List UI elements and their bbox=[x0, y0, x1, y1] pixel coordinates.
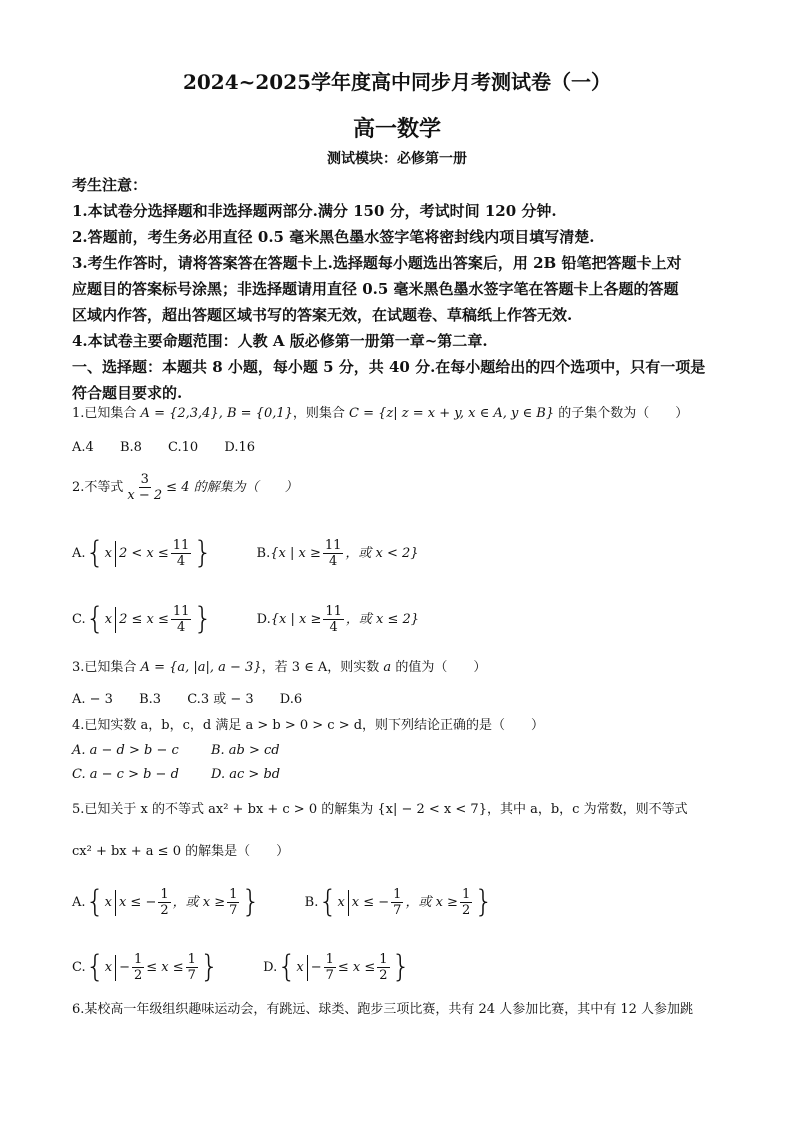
option-c[interactable]: C.{x 2 ≤ x ≤ $\frac{11}{4}$ } bbox=[72, 601, 213, 637]
question-4-options-cd bbox=[72, 765, 732, 785]
question-1-stem: 1.已知集合 A = {2,3,4}, B = {0,1}，则集合 C = {z| z = x + y, x ∈ A, y ∈ B} 的子集个数为（ ） bbox=[72, 406, 689, 421]
exam-module: 测试模块：必修第一册 bbox=[327, 151, 467, 167]
notes-line: 4.本试卷主要命题范围：人教 A 版必修第一册第一章~第二章. bbox=[72, 332, 488, 350]
option-b[interactable]: B. ab > cd bbox=[210, 743, 280, 758]
option-a[interactable]: A. − 3 bbox=[72, 692, 113, 707]
question-4-stem: 4.已知实数 a，b，c，d 满足 a > b > 0 > c > d，则下列结论正确的是（ ） bbox=[72, 718, 545, 733]
question-5-options-ab bbox=[72, 884, 732, 920]
question-3-stem: 3.已知集合 A = {a, |a|, a − 3}，若 3 ∈ A，则实数 a 的值为（ ） bbox=[72, 660, 487, 675]
notes-line: 2.答题前，考生务必用直径 0.5 毫米黑色墨水签字笔将密封线内项目填写清楚. bbox=[72, 228, 595, 246]
question-5-stem-line2: cx² + bx + a ≤ 0 的解集是（ ） bbox=[72, 844, 290, 859]
option-c[interactable]: C.10 bbox=[168, 440, 199, 455]
question-4-options-ab bbox=[72, 741, 732, 761]
option-b[interactable]: B.8 bbox=[119, 440, 142, 455]
option-b[interactable]: B.{x | x ≥ $\frac{11}{4}$ ，或 x < 2} bbox=[256, 538, 419, 569]
question-2-stem: 2.不等式 $\frac{3}{x - 2}$ ≤ 4 的解集为（ ） bbox=[72, 472, 298, 503]
question-1-options bbox=[72, 438, 732, 458]
notes-line: 3.考生作答时，请将答案答在答题卡上.选择题每小题选出答案后，用 2B 铅笔把答题卡上对 bbox=[72, 254, 682, 272]
question-2-options-ab bbox=[72, 535, 732, 571]
option-a[interactable]: A.{x x ≤ − $\frac{1}{2}$ ，或 x ≥ $\frac{1}{7}$ } bbox=[72, 884, 261, 920]
question-3-options bbox=[72, 690, 732, 710]
exam-subject: 高一数学 bbox=[352, 116, 441, 142]
question-5-stem-line1: 5.已知关于 x 的不等式 ax² + bx + c > 0 的解集为 {x| − 2 < x < 7}，其中 a，b，c 为常数，则不等式 bbox=[72, 802, 688, 817]
notes-line: 符合题目要求的. bbox=[72, 384, 183, 402]
option-b[interactable]: B.{x x ≤ − $\frac{1}{7}$ ，或 x ≥ $\frac{1}{2}$ } bbox=[304, 884, 494, 920]
notes-heading: 考生注意： bbox=[72, 176, 148, 194]
option-a[interactable]: A.{x 2 < x ≤ $\frac{11}{4}$ } bbox=[72, 535, 213, 571]
question-2-options-cd bbox=[72, 601, 732, 637]
option-a[interactable]: A. a − d > b − c bbox=[72, 743, 179, 758]
notes-line: 应题目的答案标号涂黑；非选择题请用直径 0.5 毫米黑色墨水签字笔在答题卡上各题的答题 bbox=[72, 280, 679, 298]
notes-line: 1.本试卷分选择题和非选择题两部分.满分 150 分，考试时间 120 分钟. bbox=[72, 202, 557, 220]
option-d[interactable]: D.16 bbox=[224, 440, 255, 455]
option-d[interactable]: D.6 bbox=[279, 692, 303, 707]
exam-title: 2024~2025学年度高中同步月考测试卷（一） bbox=[182, 70, 612, 94]
option-d[interactable]: D.{x − $\frac{1}{7}$ ≤ x ≤ $\frac{1}{2}$ } bbox=[263, 949, 411, 985]
option-d[interactable]: D.{x | x ≥ $\frac{11}{4}$ ，或 x ≤ 2} bbox=[256, 604, 420, 635]
notes-line: 区域内作答，超出答题区域书写的答案无效，在试题卷、草稿纸上作答无效. bbox=[72, 306, 573, 324]
option-a[interactable]: A.4 bbox=[72, 440, 94, 455]
option-c[interactable]: C.{x − $\frac{1}{2}$ ≤ x ≤ $\frac{1}{7}$ } bbox=[72, 949, 220, 985]
option-b[interactable]: B.3 bbox=[139, 692, 162, 707]
question-5-options-cd bbox=[72, 949, 732, 985]
option-c[interactable]: C. a − c > b − d bbox=[72, 767, 179, 782]
option-c[interactable]: C.3 或 − 3 bbox=[187, 692, 254, 707]
question-6-stem: 6.某校高一年级组织趣味运动会，有跳远、球类、跑步三项比赛，共有 24 人参加比赛，其中有 12 人参加跳 bbox=[72, 1002, 694, 1017]
notes-line: 一、选择题：本题共 8 小题，每小题 5 分，共 40 分.在每小题给出的四个选项中，只有一项是 bbox=[72, 358, 706, 376]
fraction: $\frac{3}{x - 2}$ bbox=[127, 472, 163, 503]
exam-notes bbox=[72, 172, 732, 406]
option-d[interactable]: D. ac > bd bbox=[211, 767, 281, 782]
